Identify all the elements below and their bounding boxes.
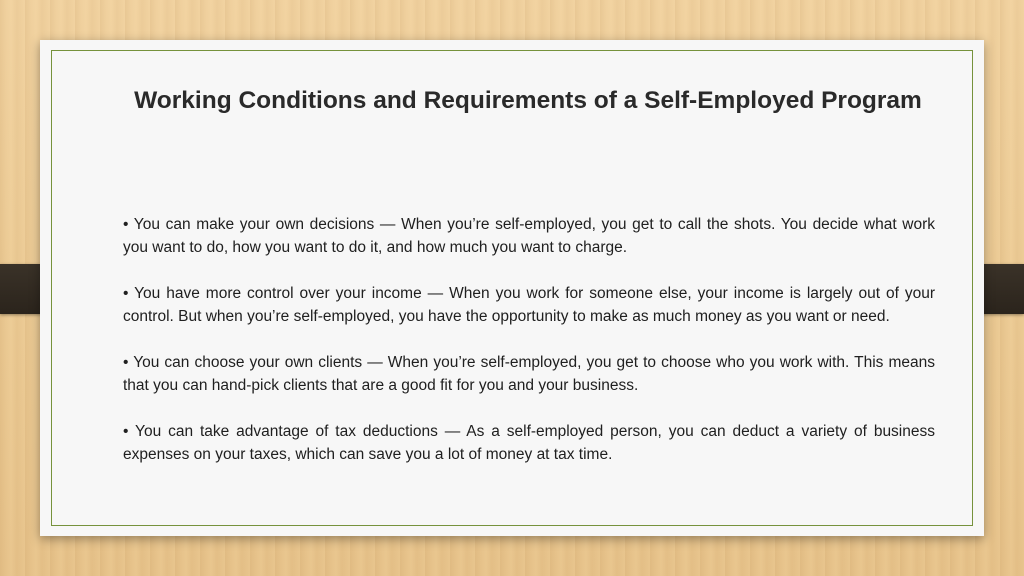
slide-card [40, 40, 984, 536]
slide-body [123, 213, 935, 489]
slide-title: Working Conditions and Requirements of a Self-Employed Program [134, 87, 922, 114]
bullet-clients: • You can choose your own clients — When you’re self-employed, you get to choose who you work with. This means that you can hand-pick clients that are a good fit for you and your business. [123, 354, 935, 394]
bullet-decisions: • You can make your own decisions — When you’re self-employed, you get to call the shots. You decide what work you want to do, how you want to do it, and how much you want to charge. [123, 216, 935, 256]
bullet-tax-deductions: • You can take advantage of tax deductions — As a self-employed person, you can deduct a variety of business expenses on your taxes, which can save you a lot of money at tax time. [123, 423, 935, 463]
bullet-income: • You have more control over your income — When you work for someone else, your income is largely out of your control. But when you’re self-employed, you have the opportunity to make as much money as you want or need. [123, 285, 935, 325]
